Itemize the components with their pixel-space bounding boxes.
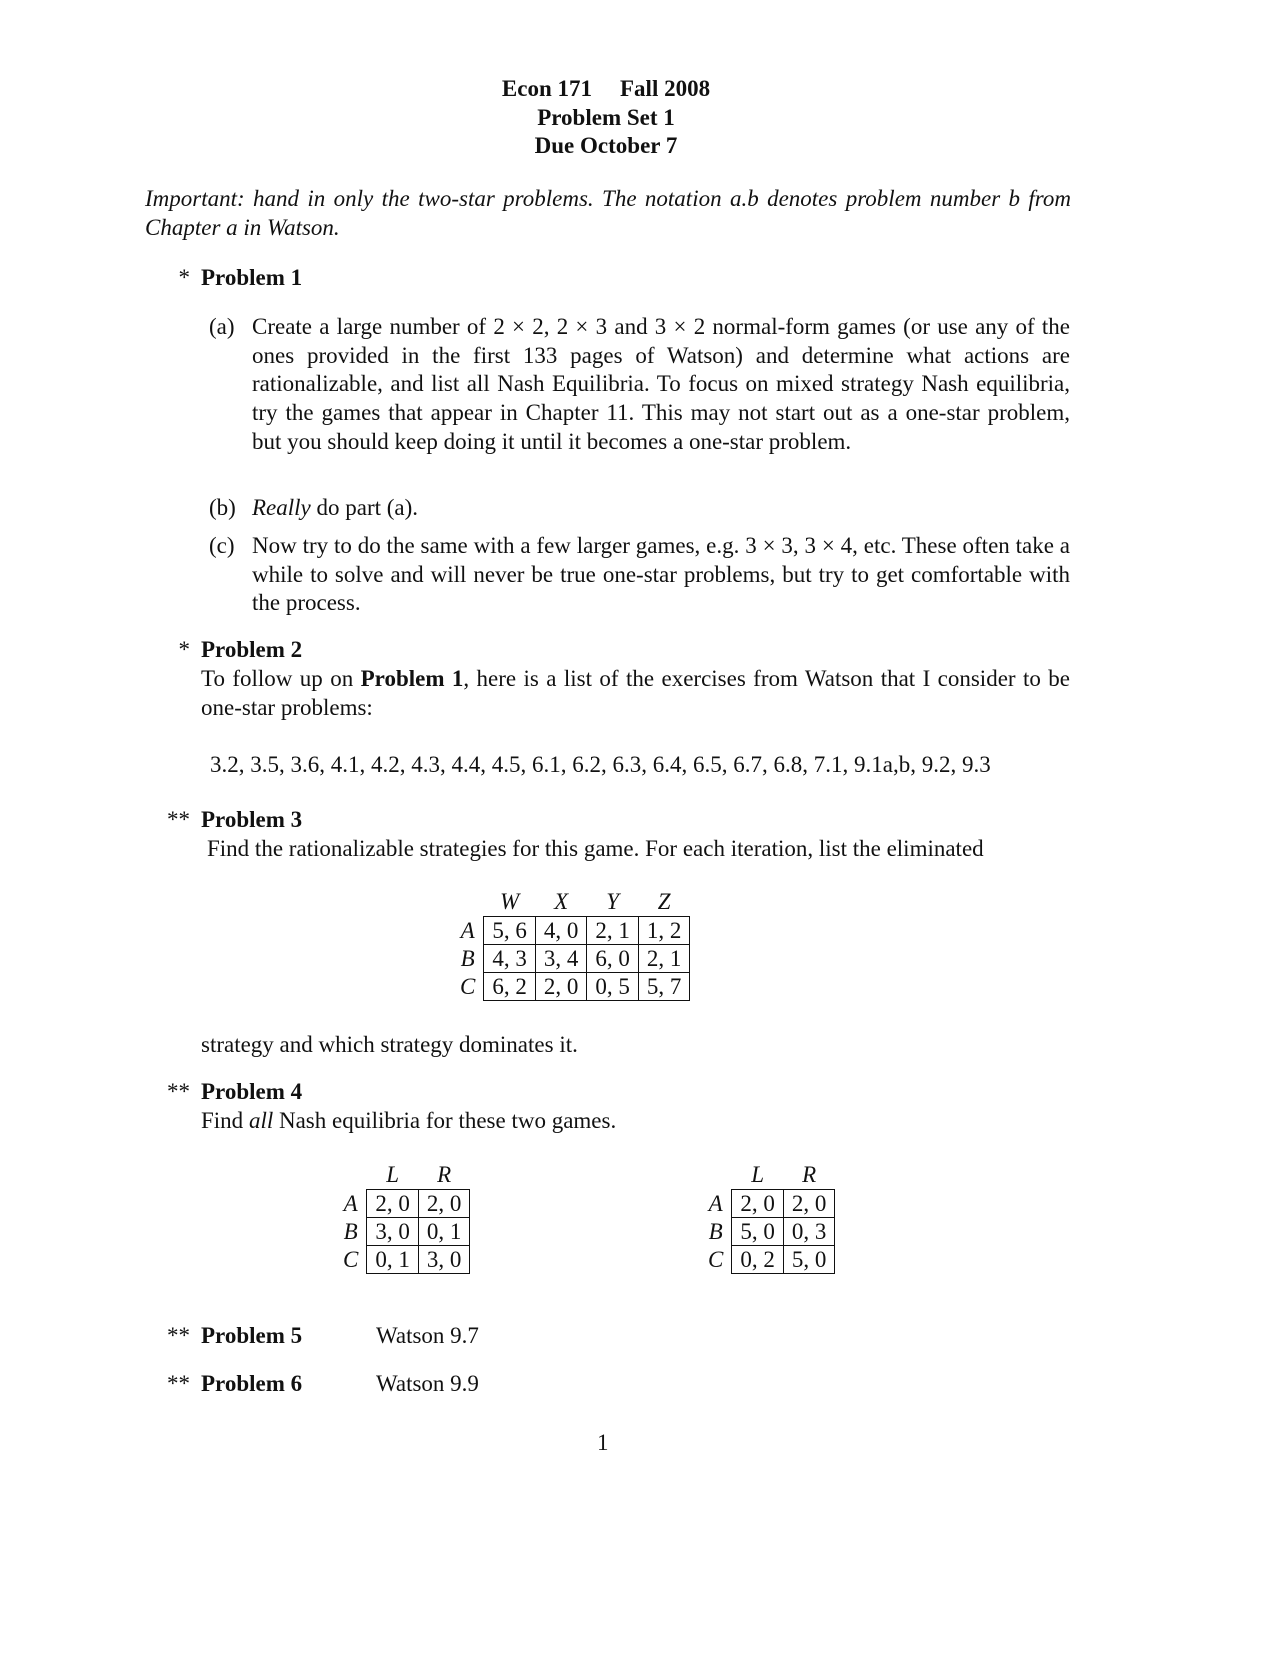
page-number: 1: [597, 1430, 609, 1455]
game-table-p4-1: [335, 1160, 470, 1274]
problem-heading: Problem 6: [201, 1371, 303, 1396]
item-label: (c): [209, 533, 235, 558]
payoff-cell: 3, 0: [418, 1246, 470, 1274]
stars: **: [167, 807, 190, 832]
problem-text: Find the rationalizable strategies for this game. For each iteration, list the eliminated: [207, 836, 984, 861]
intro-note: Important: hand in only the two-star problems. The notation a.b denotes problem number b from Chapter a in Watson.: [145, 186, 1071, 240]
payoff-cell: 6, 0: [587, 945, 639, 973]
problem-text: Watson 9.7: [376, 1323, 479, 1348]
payoff-cell: 2, 0: [783, 1190, 835, 1218]
row-label: A: [708, 1191, 723, 1216]
text: Find: [201, 1108, 249, 1133]
item-text: [252, 494, 418, 523]
payoff-cell: 5, 0: [732, 1218, 784, 1246]
row-label: C: [460, 974, 476, 999]
stars: *: [178, 265, 190, 290]
payoff-cell: 2, 0: [535, 973, 587, 1001]
payoff-cell: 0, 2: [732, 1246, 784, 1274]
payoff-cell: 2, 0: [732, 1190, 784, 1218]
row-label: A: [343, 1191, 358, 1216]
row-label: B: [460, 946, 475, 971]
payoff-cell: 0, 5: [587, 973, 639, 1001]
payoff-cell: 2, 1: [638, 945, 690, 973]
exercise-list: 3.2, 3.5, 3.6, 4.1, 4.2, 4.3, 4.4, 4.5, 6.1, 6.2, 6.3, 6.4, 6.5, 6.7, 6.8, 7.1, 9.1a,b, 9.2, 9.3: [210, 752, 991, 777]
col-label: R: [802, 1162, 817, 1187]
col-label: Z: [657, 889, 671, 914]
problem-heading: Problem 1: [201, 265, 303, 290]
row-label: B: [708, 1219, 723, 1244]
problem-heading: Problem 2: [201, 637, 303, 662]
problem-text: strategy and which strategy dominates it.: [201, 1032, 578, 1057]
payoff-cell: 2, 1: [587, 917, 639, 945]
emphasis: all: [248, 1108, 274, 1133]
problem-heading: Problem 3: [201, 807, 303, 832]
payoff-cell: 0, 1: [418, 1218, 470, 1246]
col-label: X: [554, 889, 569, 914]
payoff-cell: 5, 7: [638, 973, 690, 1001]
text: , here is a list of the exercises from Watson that I consider to be one-star problems:: [201, 666, 1070, 720]
col-label: L: [386, 1162, 399, 1187]
row-label: B: [343, 1219, 358, 1244]
item-text: Create a large number of 2 × 2, 2 × 3 and 3 × 2 normal-form games (or use any of the ones provided in the first 133 pages of Watson) and determine what actions are rationalizable, and list all Nash Equilibria. To focus on mixed strategy Nash equilibria, try the games that appear in Chapter 11. This may not start out as a one-star problem, but you should keep doing it until it becomes a one-star problem.: [252, 314, 1070, 454]
row-label: C: [708, 1247, 724, 1272]
game-table-p4-2: [700, 1160, 835, 1274]
text: To follow up on: [201, 666, 361, 691]
stars: **: [167, 1323, 190, 1348]
stars: **: [167, 1371, 190, 1396]
payoff-cell: 5, 6: [484, 917, 536, 945]
payoff-cell: 1, 2: [638, 917, 690, 945]
due-date: Due October 7: [534, 133, 678, 159]
stars: **: [167, 1079, 190, 1104]
course: Econ 171: [501, 76, 592, 101]
text: do part (a).: [310, 495, 419, 520]
col-label: L: [751, 1162, 764, 1187]
problem-text: Watson 9.9: [376, 1371, 479, 1396]
item-label: (a): [209, 314, 235, 339]
problem-text: [201, 1107, 616, 1136]
title: Problem Set 1: [537, 104, 675, 130]
term: Fall 2008: [620, 76, 711, 101]
stars: *: [178, 637, 190, 662]
col-label: W: [500, 889, 520, 914]
header: [0, 75, 1212, 161]
row-label: A: [460, 918, 475, 943]
payoff-cell: 2, 0: [418, 1190, 470, 1218]
payoff-cell: 4, 0: [535, 917, 587, 945]
reference: Problem 1: [360, 666, 464, 691]
col-label: R: [437, 1162, 452, 1187]
problem-heading: Problem 4: [201, 1079, 303, 1104]
problem-heading: Problem 5: [201, 1323, 303, 1348]
row-label: C: [343, 1247, 359, 1272]
item-label: (b): [209, 495, 236, 520]
payoff-cell: 4, 3: [484, 945, 536, 973]
problem-text: [201, 665, 1070, 722]
payoff-cell: 2, 0: [367, 1190, 419, 1218]
text: Nash equilibria for these two games.: [273, 1108, 617, 1133]
game-table-p3: [452, 887, 690, 1001]
payoff-cell: 3, 4: [535, 945, 587, 973]
emphasis: Really: [252, 495, 311, 520]
payoff-cell: 5, 0: [783, 1246, 835, 1274]
payoff-cell: 6, 2: [484, 973, 536, 1001]
item-text: Now try to do the same with a few larger games, e.g. 3 × 3, 3 × 4, etc. These often take a while to solve and will never be true one-star problems, but try to get comfortable with the process.: [252, 533, 1070, 616]
payoff-cell: 0, 1: [367, 1246, 419, 1274]
col-label: Y: [606, 889, 619, 914]
payoff-cell: 0, 3: [783, 1218, 835, 1246]
payoff-cell: 3, 0: [367, 1218, 419, 1246]
